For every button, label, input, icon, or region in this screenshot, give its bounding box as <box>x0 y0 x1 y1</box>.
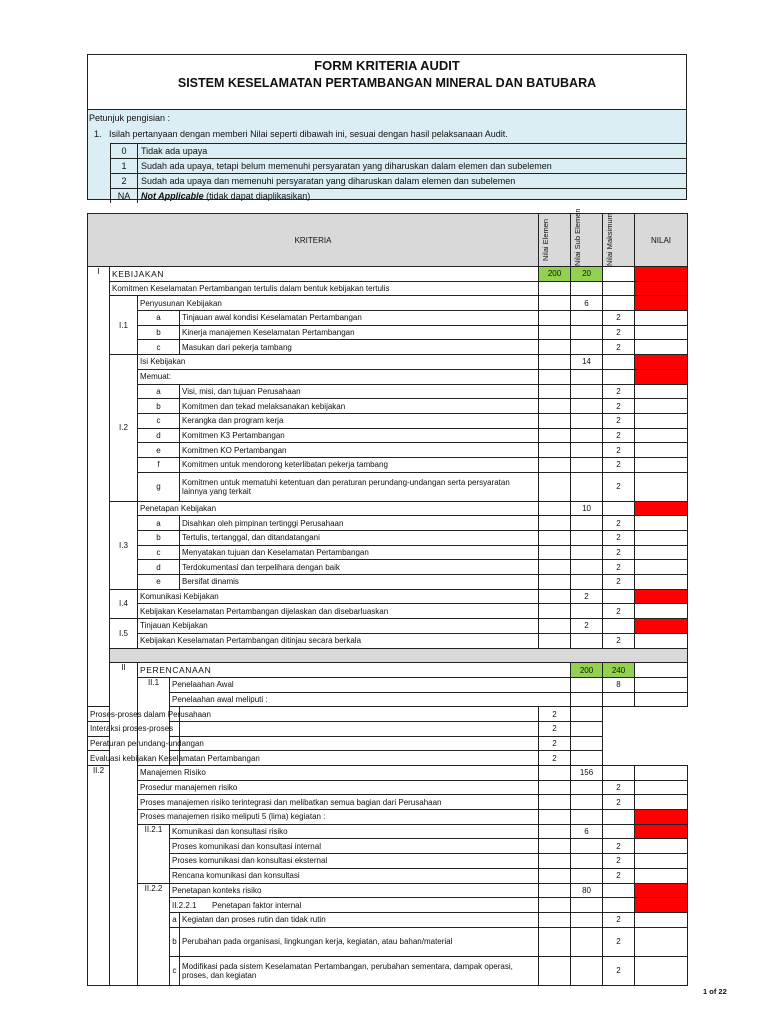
title-box <box>87 54 687 109</box>
sub-code-ii221: II.2.2.1 <box>172 900 197 910</box>
table-row: Proses komunikasi dan konsultasi internal 2 <box>88 839 688 854</box>
table-row: e Komitmen KO Pertambangan 2 <box>88 443 688 458</box>
table-row: e Bersifat dinamis 2 <box>88 575 688 590</box>
score-cell[interactable] <box>635 501 688 516</box>
table-row: II.1 Penelaahan Awal 8 <box>88 677 688 692</box>
table-row: II PERENCANAAN 200 240 <box>88 663 688 678</box>
score-cell[interactable] <box>635 399 688 414</box>
table-row: Proses manajemen risiko meliputi 5 (lima) kegiatan : <box>88 810 688 825</box>
header-nilai-maksimum: Nilai Maksimum <box>605 213 615 266</box>
score-cell[interactable] <box>571 721 603 736</box>
scale-row-1: 1 Sudah ada upaya, tetapi belum memenuhi persyaratan yang diharuskan dalam elemen dan subelemen <box>110 158 687 173</box>
table-row: Memuat: <box>88 369 688 384</box>
score-cell[interactable] <box>635 340 688 355</box>
table-row: b Komitmen dan tekad melaksanakan kebijakan 2 <box>88 399 688 414</box>
table-row: Evaluasi kebijakan Keselamatan Pertambangan 2 <box>88 751 688 766</box>
table-row: a Disahkan oleh pimpinan tertinggi Perusahaan 2 <box>88 516 688 531</box>
table-row: b Perubahan pada organisasi, lingkungan kerja, kegiatan, atau bahan/material 2 <box>88 927 688 956</box>
table-row: Rencana komunikasi dan konsultasi 2 <box>88 868 688 883</box>
score-cell[interactable] <box>635 531 688 546</box>
score-cell[interactable] <box>635 355 688 370</box>
table-row: Peraturan perundang-undangan 2 <box>88 736 688 751</box>
table-row: b Kinerja manajemen Keselamatan Pertambangan 2 <box>88 325 688 340</box>
header-nilai-sub-elemen: Nilai Sub Elemen <box>573 208 583 266</box>
table-row: b Tertulis, tertanggal, dan ditandatangani 2 <box>88 531 688 546</box>
table-row: Prosedur manajemen risiko 2 <box>88 780 688 795</box>
table-row: Proses manajemen risiko terintegrasi dan melibatkan semua bagian dari Perusahaan 2 <box>88 795 688 810</box>
score-cell[interactable] <box>635 428 688 443</box>
table-row: Kebijakan Keselamatan Pertambangan dijelaskan dan disebarluaskan 2 <box>88 604 688 619</box>
table-row: I.1 Penyusunan Kebijakan 6 <box>88 296 688 311</box>
table-row: a Visi, misi, dan tujuan Perusahaan 2 <box>88 384 688 399</box>
form-subtitle: SISTEM KESELAMATAN PERTAMBANGAN MINERAL DAN BATUBARA <box>177 76 597 90</box>
page-number: 1 of 22 <box>703 987 727 996</box>
score-cell[interactable] <box>635 604 688 619</box>
score-cell[interactable] <box>635 384 688 399</box>
criteria-table <box>87 208 688 986</box>
score-cell[interactable] <box>571 751 603 766</box>
table-row: Komitmen Keselamatan Pertambangan tertulis dalam bentuk kebijakan tertulis <box>88 281 688 296</box>
score-cell[interactable] <box>635 956 688 985</box>
score-cell[interactable] <box>635 810 688 825</box>
score-cell[interactable] <box>635 296 688 311</box>
score-cell[interactable] <box>571 707 603 722</box>
score-cell[interactable] <box>635 472 688 501</box>
score-cell[interactable] <box>635 898 688 913</box>
score-cell[interactable] <box>635 443 688 458</box>
scale-row-na: NA Not Applicable (tidak dapat diaplikasikan) <box>110 188 687 203</box>
table-row: I.5 Tinjauan Kebijakan 2 <box>88 619 688 634</box>
audit-form-page <box>87 54 687 986</box>
table-row: II.2.2 Penetapan konteks risiko 80 <box>88 883 688 898</box>
table-row: II.2 Manajemen Risiko 156 <box>88 766 688 781</box>
score-cell[interactable] <box>635 516 688 531</box>
table-row: I.4 Komunikasi Kebijakan 2 <box>88 589 688 604</box>
table-row: Proses-proses dalam Perusahaan 2 <box>88 707 688 722</box>
table-row: Proses komunikasi dan konsultasi eksternal 2 <box>88 854 688 869</box>
header-kriteria: KRITERIA <box>88 214 539 267</box>
table-row: Interaksi proses-proses 2 <box>88 721 688 736</box>
table-row: f Komitmen untuk mendorong keterlibatan pekerja tambang 2 <box>88 457 688 472</box>
table-row: I KEBIJAKAN 200 20 <box>88 267 688 282</box>
score-cell[interactable] <box>635 824 688 839</box>
score-cell[interactable] <box>635 839 688 854</box>
form-title: FORM KRITERIA AUDIT <box>314 58 460 73</box>
score-cell[interactable] <box>635 575 688 590</box>
section-gap <box>88 648 688 663</box>
score-cell[interactable] <box>635 766 688 781</box>
instructions-heading: Petunjuk pengisian : <box>89 113 171 123</box>
score-scale <box>110 143 687 203</box>
score-cell[interactable] <box>635 560 688 575</box>
sub-label-ii221: Penetapan faktor internal <box>212 900 302 910</box>
table-row: c Modifikasi pada sistem Keselamatan Pertambangan, perubahan sementara, dampak operasi, proses, dan kegiatan 2 <box>88 956 688 985</box>
table-row: I.2 Isi Kebijakan 14 <box>88 355 688 370</box>
table-row: c Menyatakan tujuan dan Keselamatan Pertambangan 2 <box>88 545 688 560</box>
score-cell[interactable] <box>635 545 688 560</box>
table-row: Penelaahan awal meliputi : <box>88 692 688 707</box>
score-cell[interactable] <box>635 619 688 634</box>
score-cell[interactable] <box>635 281 688 296</box>
table-row: II.2.1 Komunikasi dan konsultasi risiko 6 <box>88 824 688 839</box>
table-row: g Komitmen untuk mematuhi ketentuan dan peraturan perundang-undangan serta persyaratan lainnya yang terkait 2 <box>88 472 688 501</box>
score-cell[interactable] <box>635 267 688 282</box>
table-header <box>88 214 688 267</box>
table-row: a Tinjauan awal kondisi Keselamatan Pertambangan 2 <box>88 311 688 326</box>
header-nilai-elemen: Nilai Elemen <box>541 218 551 262</box>
score-cell[interactable] <box>635 868 688 883</box>
header-nilai: NILAI <box>635 214 688 267</box>
scale-row-0: 0 Tidak ada upaya <box>110 143 687 158</box>
table-row: a Kegiatan dan proses rutin dan tidak rutin 2 <box>88 912 688 927</box>
score-cell[interactable] <box>635 912 688 927</box>
table-row: I.3 Penetapan Kebijakan 10 <box>88 501 688 516</box>
instructions-box <box>87 109 687 200</box>
score-cell[interactable] <box>635 369 688 384</box>
score-cell[interactable] <box>635 854 688 869</box>
score-cell[interactable] <box>635 883 688 898</box>
table-row <box>88 898 688 913</box>
table-row: d Terdokumentasi dan terpelihara dengan baik 2 <box>88 560 688 575</box>
table-row: c Kerangka dan program kerja 2 <box>88 413 688 428</box>
table-row: Kebijakan Keselamatan Pertambangan ditinjau secara berkala 2 <box>88 633 688 648</box>
score-cell[interactable] <box>635 589 688 604</box>
scale-row-2: 2 Sudah ada upaya dan memenuhi persyaratan yang diharuskan dalam elemen dan subelemen <box>110 173 687 188</box>
score-cell[interactable] <box>571 736 603 751</box>
table-row: d Komitmen K3 Pertambangan 2 <box>88 428 688 443</box>
score-cell[interactable] <box>635 457 688 472</box>
score-cell[interactable] <box>635 780 688 795</box>
score-cell[interactable] <box>635 795 688 810</box>
score-cell[interactable] <box>635 633 688 648</box>
score-cell[interactable] <box>635 927 688 956</box>
score-cell[interactable] <box>635 311 688 326</box>
score-cell[interactable] <box>635 325 688 340</box>
score-cell[interactable] <box>635 413 688 428</box>
instructions-point-1: 1. Isilah pertanyaan dengan memberi Nilai seperti dibawah ini, sesuai dengan hasil pelaksanaan Audit. <box>94 129 508 139</box>
table-row: c Masukan dari pekerja tambang 2 <box>88 340 688 355</box>
